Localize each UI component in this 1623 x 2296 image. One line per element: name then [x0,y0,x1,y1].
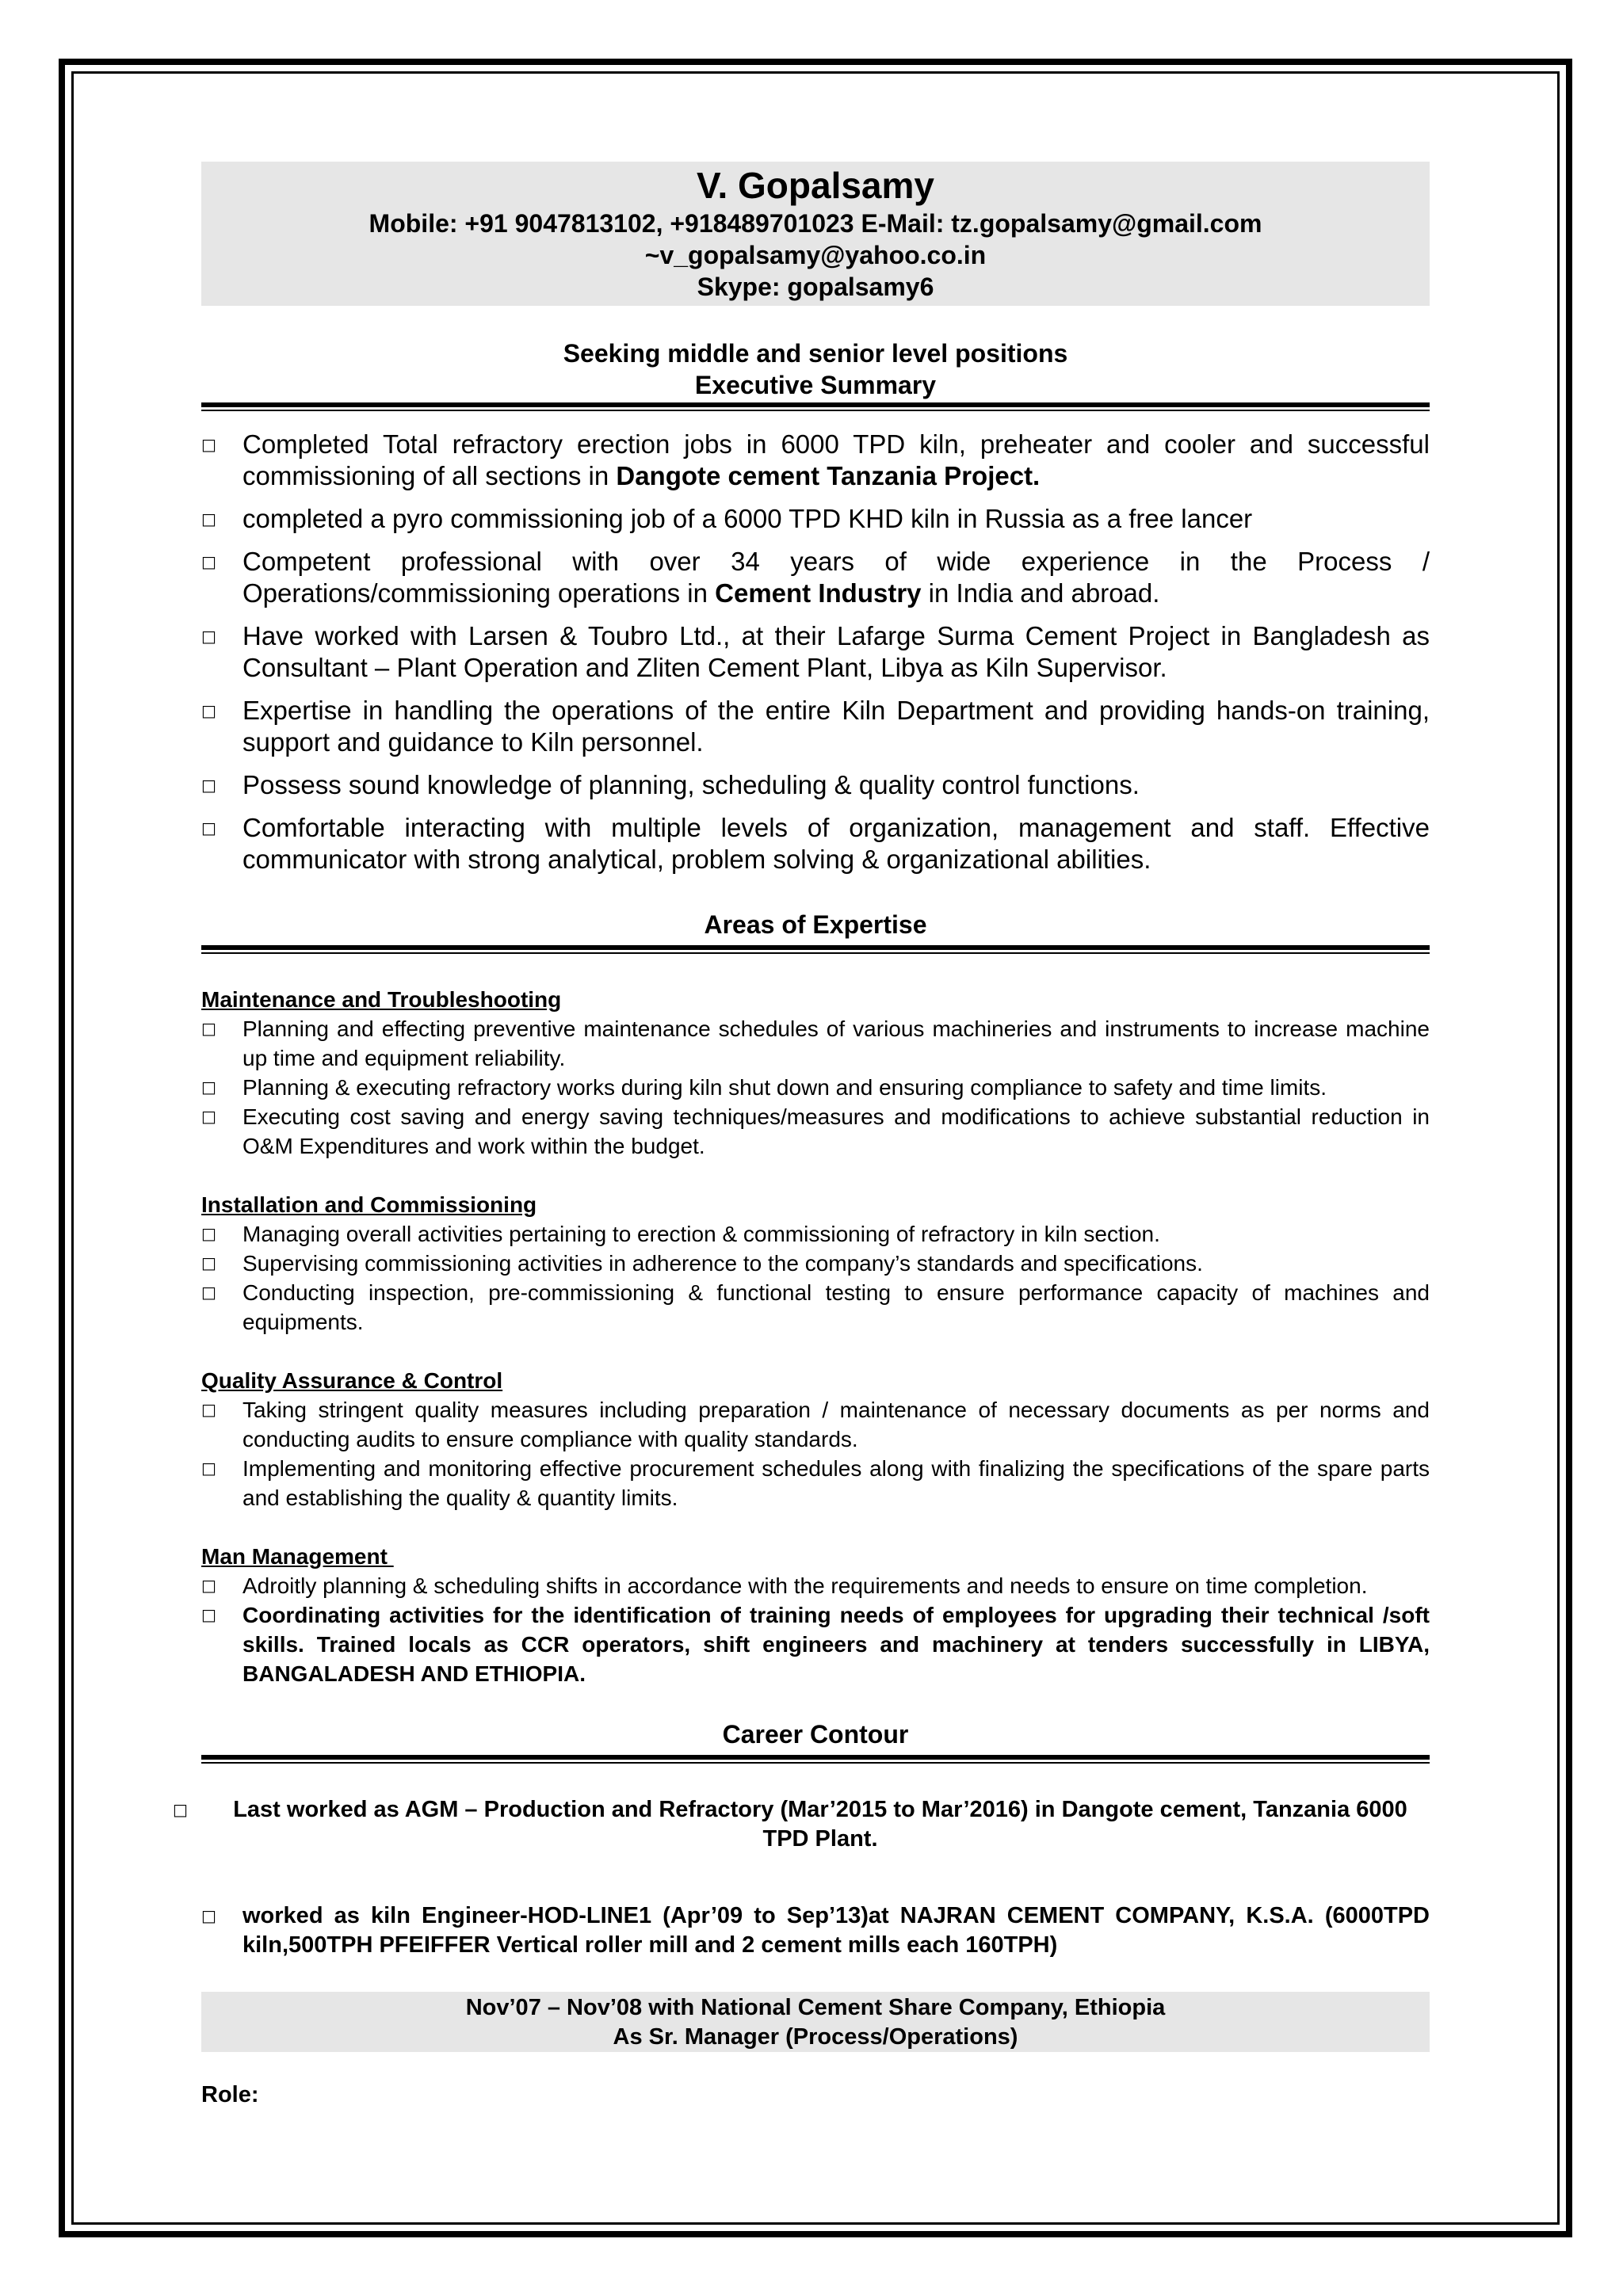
expertise-sections [201,986,1430,1688]
summary-item-text: Comfortable interacting with multiple levels of organization, management and staff. Effective communicator with strong analytical, problem solving & organizational abilities. [242,813,1430,874]
expertise-section [201,1367,1430,1512]
summary-item-text: Expertise in handling the operations of the entire Kiln Department and providing hands-on training, support and guidance to Kiln personnel. [242,696,1430,757]
job-header-box [201,1992,1430,2052]
summary-item [201,812,1430,875]
expertise-list [201,1219,1430,1337]
alt-email: ~v_gopalsamy@yahoo.co.in [644,241,987,269]
expertise-item: □ Implementing and monitoring effective procurement schedules along with finalizing the specifications of the spare parts and establishing the quality & quantity limits. [201,1454,1430,1512]
job-employer-line: Nov’07 – Nov’08 with National Cement Share Company, Ethiopia [465,1995,1166,2020]
summary-list [201,429,1430,875]
summary-item [201,546,1430,609]
expertise-list [201,1571,1430,1688]
summary-title: Executive Summary [694,371,937,399]
career-item-text: Last worked as AGM – Production and Refractory (Mar’2015 to Mar’2016) in Dangote cement, Tanzania 6000 TPD Plant. [233,1797,1407,1852]
expertise-item-bold: □ Coordinating activities for the identification of training needs of employees for upgrading their technical /soft skills. Trained locals as CCR operators, shift engineers and machinery at tenders successfully in LIBYA, BANGALADESH AND ETHIOPIA. [201,1600,1430,1688]
section-rule [201,402,1430,411]
expertise-heading: Quality Assurance & Control [201,1368,503,1393]
expertise-section [201,986,1430,1161]
objective: Seeking middle and senior level positions [563,339,1068,368]
expertise-item: □ Conducting inspection, pre-commissioning & functional testing to ensure performance capacity of machines and equipments. [201,1278,1430,1337]
career-title: Career Contour [722,1720,909,1749]
expertise-heading: Installation and Commissioning [201,1192,537,1217]
expertise-item: □ Adroitly planning & scheduling shifts in accordance with the requirements and needs to ensure on time completion. [201,1571,1430,1600]
summary-item-text: completed a pyro commissioning job of a 6000 TPD KHD kiln in Russia as a free lancer [242,504,1253,533]
skype-id: Skype: gopalsamy6 [697,273,934,301]
expertise-title: Areas of Expertise [704,910,927,939]
expertise-list [201,1395,1430,1512]
resume-content [201,162,1430,2110]
expertise-heading: Man Management [201,1544,394,1569]
expertise-list [201,1014,1430,1161]
role-label: Role: [201,2082,259,2107]
expertise-item: □ Planning & executing refractory works during kiln shut down and ensuring compliance to safety and time limits. [201,1073,1430,1102]
career-item [201,1901,1430,1960]
expertise-item: □ Executing cost saving and energy saving techniques/measures and modifications to achieve substantial reduction in O&M Expenditures and work within the budget. [201,1102,1430,1161]
expertise-heading: Maintenance and Troubleshooting [201,987,562,1012]
career-list [201,1795,1430,1960]
job-title-line: As Sr. Manager (Process/Operations) [613,2024,1018,2050]
expertise-section [201,1191,1430,1337]
summary-item [201,620,1430,684]
career-item-text: worked as kiln Engineer-HOD-LINE1 (Apr’09 to Sep’13)at NAJRAN CEMENT COMPANY, K.S.A. (6000TPD kiln,500TPH PFEIFFER Vertical roller mill and 2 cement mills each 160TPH) [242,1903,1430,1958]
summary-item-text: Possess sound knowledge of planning, scheduling & quality control functions. [242,770,1140,799]
summary-item-text: Completed Total refractory erection jobs in 6000 TPD kiln, preheater and cooler and successful commissioning of all sections in [242,429,1430,490]
summary-item-emphasis: Cement Industry [715,578,922,608]
header-box [201,162,1430,306]
summary-item [201,429,1430,492]
section-rule [201,945,1430,954]
summary-item-text: Have worked with Larsen & Toubro Ltd., at their Lafarge Surma Cement Project in Bangladesh as Consultant – Plant Operation and Zliten Cement Plant, Libya as Kiln Supervisor. [242,621,1430,682]
summary-item [201,503,1430,535]
candidate-name: V. Gopalsamy [696,165,934,206]
summary-item-text: Competent professional with over 34 years of wide experience in the Process / Operations/commissioning operations in [242,547,1430,608]
summary-item-text: in India and abroad. [921,578,1160,608]
section-rule [201,1755,1430,1764]
expertise-item: □ Planning and effecting preventive maintenance schedules of various machineries and instruments to increase machine up time and equipment reliability. [201,1014,1430,1073]
summary-item-emphasis: Dangote cement Tanzania Project. [616,461,1041,490]
contact-line: Mobile: +91 9047813102, +918489701023 E-Mail: tz.gopalsamy@gmail.com [369,209,1262,238]
expertise-item: □ Managing overall activities pertaining to erection & commissioning of refractory in kiln section. [201,1219,1430,1249]
expertise-section [201,1543,1430,1688]
summary-item [201,695,1430,758]
expertise-item: □ Taking stringent quality measures including preparation / maintenance of necessary documents as per norms and conducting audits to ensure compliance with quality standards. [201,1395,1430,1454]
summary-item [201,769,1430,801]
expertise-item: □ Supervising commissioning activities in adherence to the company’s standards and specifications. [201,1249,1430,1278]
career-item [173,1795,1430,1854]
